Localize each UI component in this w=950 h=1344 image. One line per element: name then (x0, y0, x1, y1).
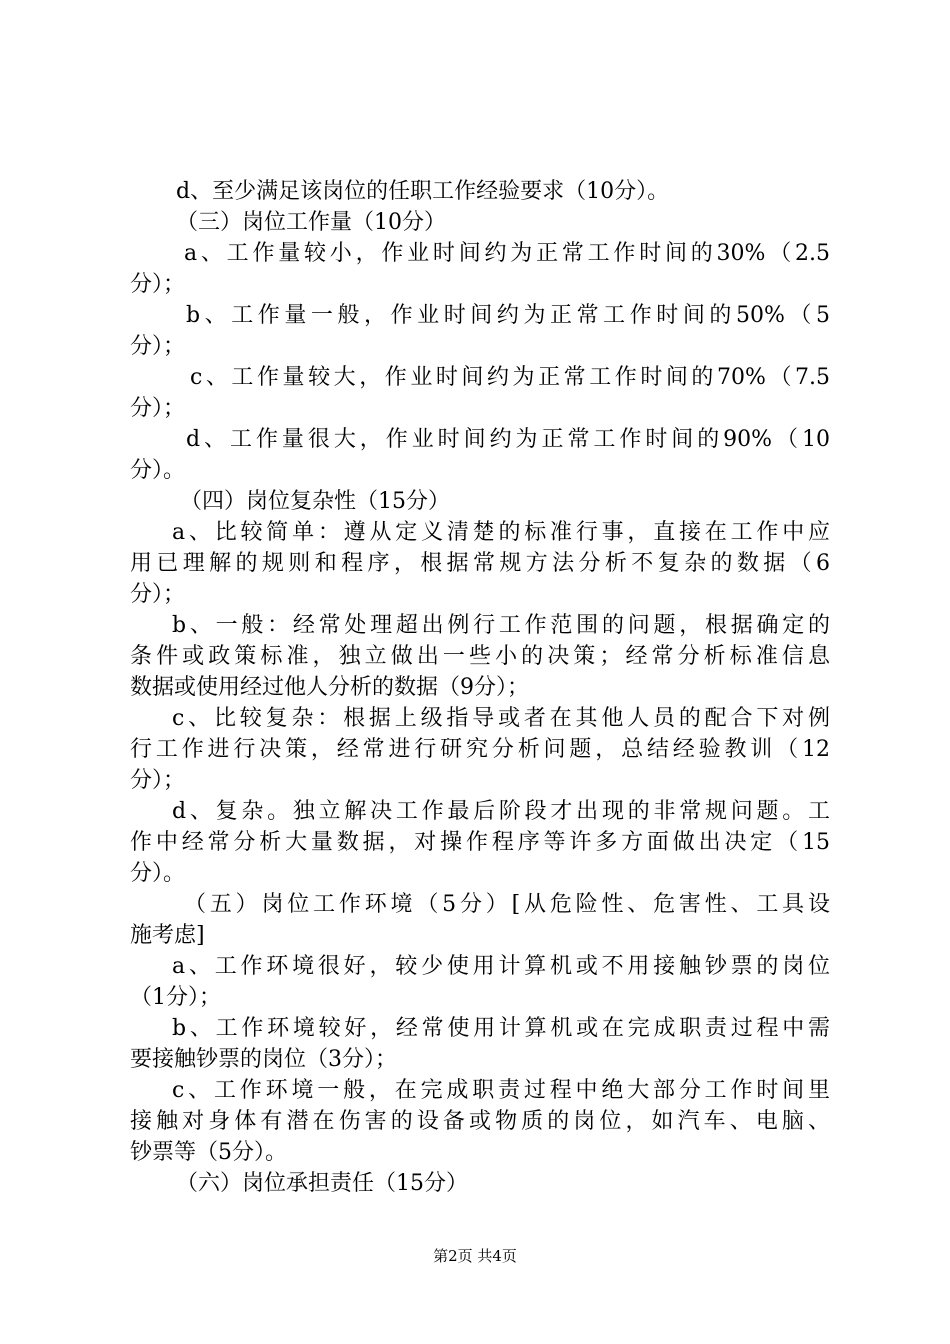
text-line: 条件或政策标准，独立做出一些小的决策；经常分析标准信息 (130, 644, 830, 669)
text-line: d、工作量很大，作业时间约为正常工作时间的90%（10 (186, 427, 830, 452)
text-line: 分）； (130, 334, 186, 359)
text-line: 施考虑] (130, 923, 205, 948)
text-line: （1分）； (130, 985, 221, 1010)
text-line: b、工作量一般，作业时间约为正常工作时间的50%（5 (186, 303, 830, 328)
text-line: d、至少满足该岗位的任职工作经验要求（10分）。 (176, 179, 670, 204)
section-heading: （四）岗位复杂性（15分） (180, 489, 450, 514)
text-line: c、比较复杂：根据上级指导或者在其他人员的配合下对例 (172, 706, 830, 731)
text-line: 钞票等（5分）。 (130, 1140, 287, 1165)
text-line: c、工作量较大，作业时间约为正常工作时间的70%（7.5 (190, 365, 830, 390)
text-line: 接触对身体有潜在伤害的设备或物质的岗位，如汽车、电脑、 (130, 1109, 830, 1134)
text-line: a、比较简单：遵从定义清楚的标准行事，直接在工作中应 (172, 520, 830, 545)
document-body (130, 176, 830, 1199)
text-line: 分）； (130, 768, 186, 793)
text-line: a、工作量较小，作业时间约为正常工作时间的30%（2.5 (184, 241, 830, 266)
text-line: b、一般：经常处理超出例行工作范围的问题，根据确定的 (172, 613, 830, 638)
text-line: d、复杂。独立解决工作最后阶段才出现的非常规问题。工 (172, 799, 830, 824)
page-footer: 第2页 共4页 (433, 1247, 517, 1265)
text-line: 分）。 (130, 458, 186, 483)
text-line: b、工作环境较好，经常使用计算机或在完成职责过程中需 (172, 1016, 830, 1041)
text-line: 作中经常分析大量数据，对操作程序等许多方面做出决定（15 (130, 830, 830, 855)
text-line: 行工作进行决策，经常进行研究分析问题，总结经验教训（12 (130, 737, 830, 762)
text-line: 要接触钞票的岗位（3分）； (130, 1047, 397, 1072)
section-heading: （五）岗位工作环境（5分）[从危险性、危害性、工具设 (184, 892, 830, 917)
text-line: a、工作环境很好，较少使用计算机或不用接触钞票的岗位 (172, 954, 830, 979)
section-heading: （三）岗位工作量（10分） (176, 210, 446, 235)
section-heading: （六）岗位承担责任（15分） (176, 1171, 468, 1196)
text-line: 分）； (130, 396, 186, 421)
text-line: c、工作环境一般，在完成职责过程中绝大部分工作时间里 (172, 1078, 830, 1103)
text-line: 分）； (130, 272, 186, 297)
text-line: 分）。 (130, 861, 186, 886)
text-line: 用已理解的规则和程序，根据常规方法分析不复杂的数据（6 (130, 551, 830, 576)
text-line: 分）； (130, 582, 186, 607)
text-line: 数据或使用经过他人分析的数据（9分）； (130, 675, 529, 700)
